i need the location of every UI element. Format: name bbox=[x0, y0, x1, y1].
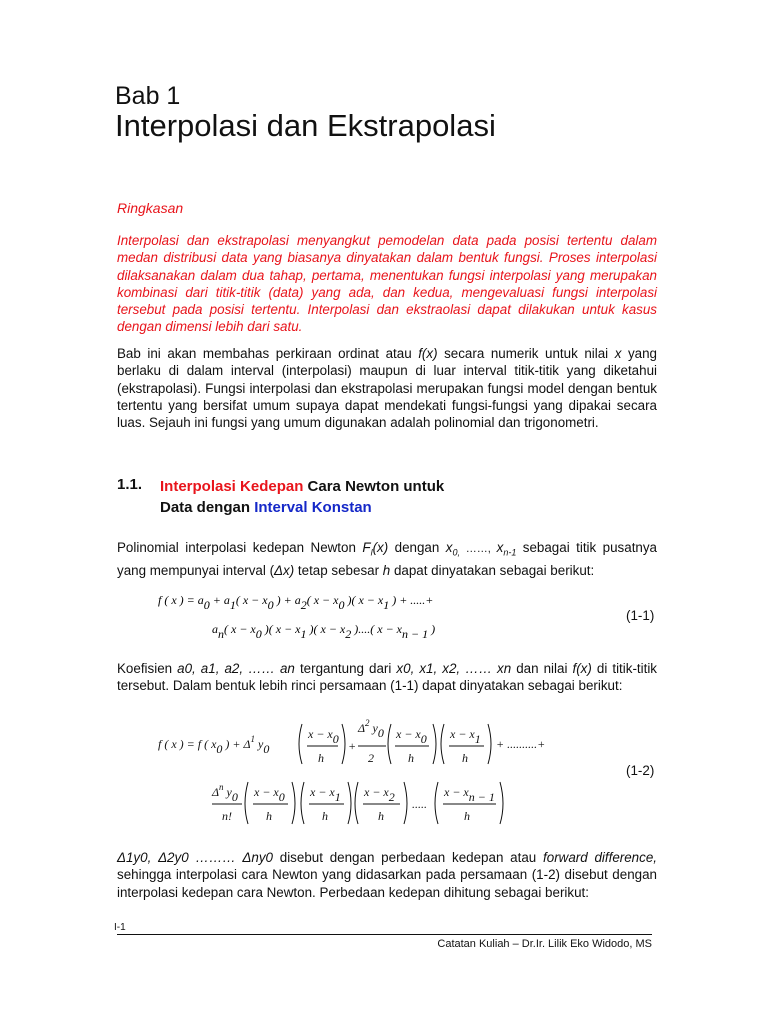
p3-forward-difference: forward difference, bbox=[543, 850, 657, 865]
p1-text-4: tetap sebesar bbox=[294, 562, 383, 578]
eq2-line2 bbox=[211, 782, 503, 824]
chapter-title: Interpolasi dan Ekstrapolasi bbox=[115, 108, 496, 143]
svg-text:x − x0: x − x0 bbox=[396, 727, 427, 746]
summary-body: Interpolasi dan ekstrapolasi menyangkut pemodelan data pada posisi tertentu dalam medan distribusi data yang biasanya dinyatakan dalam bentuk fungsi. Proses interpolasi dilaksanakan dalam dua tahap, pertama, menentukan fungsi interpolasi yang merupakan kombinasi dari titik-titik (data) yang ada, dan kedua, mengevaluasi fungsi interpolasi tersebut pada posisi tertentu. Interpolasi dan ekstraolasi dapat dilakukan untuk kasus dengan dimensi lebih dari satu. bbox=[117, 233, 657, 335]
eq1-line2: an( x − x0 )( x − x1 )( x − x2 )....( x − xn − 1 ) bbox=[212, 622, 436, 641]
p2-text-1: Koefisien bbox=[117, 661, 178, 676]
section-title-mid: Cara Newton untuk bbox=[303, 478, 445, 495]
svg-text:x − x0: x − x0 bbox=[308, 727, 339, 746]
p1-dots: ……, bbox=[459, 543, 497, 555]
p1-text-5: dapat dinyatakan sebagai berikut: bbox=[390, 562, 595, 578]
svg-text:x − x1: x − x1 bbox=[450, 727, 481, 746]
svg-text:h: h bbox=[464, 809, 470, 823]
p2-coefficients: a0, a1, a2, …… an bbox=[177, 661, 295, 676]
paragraph-forward-difference bbox=[117, 849, 657, 901]
p1-text-2: dengan bbox=[388, 540, 446, 555]
summary-heading: Ringkasan bbox=[117, 200, 184, 216]
eq2-dots: ..... bbox=[412, 797, 427, 811]
eq2-tail: + ..........+ bbox=[496, 737, 546, 751]
chapter-number: Bab 1 bbox=[115, 82, 181, 110]
p1-x0: $x_{0,}$ bbox=[445, 540, 460, 558]
p1-delta-x: Δx) bbox=[274, 562, 295, 578]
eq1-line1: f ( x ) = a0 + a1( x − x0 ) + a2( x − x0 )( x − x1 ) + .....+ bbox=[158, 593, 434, 612]
paragraph-coefficients bbox=[117, 660, 657, 695]
p2-text-3: dan nilai bbox=[511, 661, 573, 676]
p2-x-values: x0, x1, x2, …… xn bbox=[396, 661, 512, 676]
svg-text:x − xn − 1: x − xn − 1 bbox=[444, 785, 495, 804]
equation-1-1 bbox=[150, 588, 660, 648]
intro-fx: f(x) bbox=[418, 346, 438, 361]
equation-number-1-2: (1-2) bbox=[626, 763, 655, 778]
p2-text-2: tergantung dari bbox=[294, 661, 397, 676]
p3-text-1: disebut dengan perbedaan kedepan atau bbox=[272, 850, 544, 865]
p3-text-2: sehingga interpolasi cara Newton yang didasarkan pada persamaan (1-2) disebut dengan interpolasi kedepan cara Newton. Perbedaan kedepan dihitung sebagai berikut: bbox=[117, 867, 657, 900]
svg-text:h: h bbox=[318, 751, 324, 765]
svg-text:h: h bbox=[266, 809, 272, 823]
footer-divider bbox=[117, 934, 652, 935]
section-title-red: Interpolasi Kedepan bbox=[160, 478, 304, 495]
intro-text-1: Bab ini akan membahas perkiraan ordinat atau bbox=[117, 346, 419, 361]
intro-x: x bbox=[614, 346, 622, 361]
p1-text-3: sebagai titik pusatnya yang mempunyai interval ( bbox=[117, 540, 657, 578]
intro-paragraph bbox=[117, 345, 657, 431]
svg-text:h: h bbox=[408, 751, 414, 765]
svg-text:h: h bbox=[322, 809, 328, 823]
footer-text: Catatan Kuliah – Dr.Ir. Lilik Eko Widodo, MS bbox=[437, 938, 652, 950]
section-title-line2: Data dengan bbox=[160, 499, 255, 516]
section-title bbox=[160, 476, 444, 518]
svg-text:2: 2 bbox=[368, 751, 374, 765]
svg-text:x − x0: x − x0 bbox=[254, 785, 285, 804]
svg-text:Δn y0: $\Delta^n$ y0 bbox=[212, 782, 238, 804]
p1-text-1: Polinomial interpolasi kedepan Newton bbox=[117, 540, 363, 555]
p1-F: $F_l(x)$ bbox=[362, 540, 389, 558]
section-number: 1.1. bbox=[117, 476, 143, 493]
eq2-line1 bbox=[158, 718, 545, 765]
paragraph-newton-intro bbox=[117, 539, 657, 579]
equation-number-1-1: (1-1) bbox=[626, 608, 655, 623]
svg-text:n!: n! bbox=[222, 809, 232, 823]
p1-xn: $x_{n-1}$ bbox=[496, 540, 517, 558]
intro-text-2: secara numerik untuk nilai bbox=[437, 346, 615, 361]
intro-text-3: yang berlaku di dalam interval (interpolasi) maupun di luar interval titik-titik yang diketahui (ekstrapolasi). Fungsi interpolasi dan ekstrapolasi merupakan fungsi model dengan bentuk tertentu yang bersifat umum supaya dapat mendekati fungsi-fungsi yang dipakai secara luas. Sejauh ini fungsi yang umum digunakan adalah polinomial dan trigonometri. bbox=[117, 346, 657, 431]
svg-text:f ( x ) = f ( x0 ) + Δ1 y0: f ( x ) = f ( x0 ) + $\Delta^1$ y0 bbox=[158, 734, 270, 756]
p3-deltas: Δ1y0, Δ2y0 ……… Δny0 bbox=[117, 850, 273, 865]
svg-text:h: h bbox=[378, 809, 384, 823]
p2-text-4: di titik-titik tersebut. Dalam bentuk lebih rinci persamaan (1-1) dapat dinyatakan sebagai berikut: bbox=[117, 661, 657, 694]
section-title-blue: Interval Konstan bbox=[254, 499, 372, 516]
equation-1-2 bbox=[150, 710, 660, 830]
svg-text:+: + bbox=[348, 739, 357, 753]
page-number: I-1 bbox=[114, 922, 126, 933]
svg-text:Δ2 y0: $\Delta^2$ y0 bbox=[358, 718, 384, 740]
p2-fx: f(x) bbox=[572, 661, 592, 676]
svg-text:h: h bbox=[462, 751, 468, 765]
svg-text:x − x1: x − x1 bbox=[310, 785, 341, 804]
p1-h: h bbox=[382, 562, 391, 578]
svg-text:x − x2: x − x2 bbox=[364, 785, 395, 804]
